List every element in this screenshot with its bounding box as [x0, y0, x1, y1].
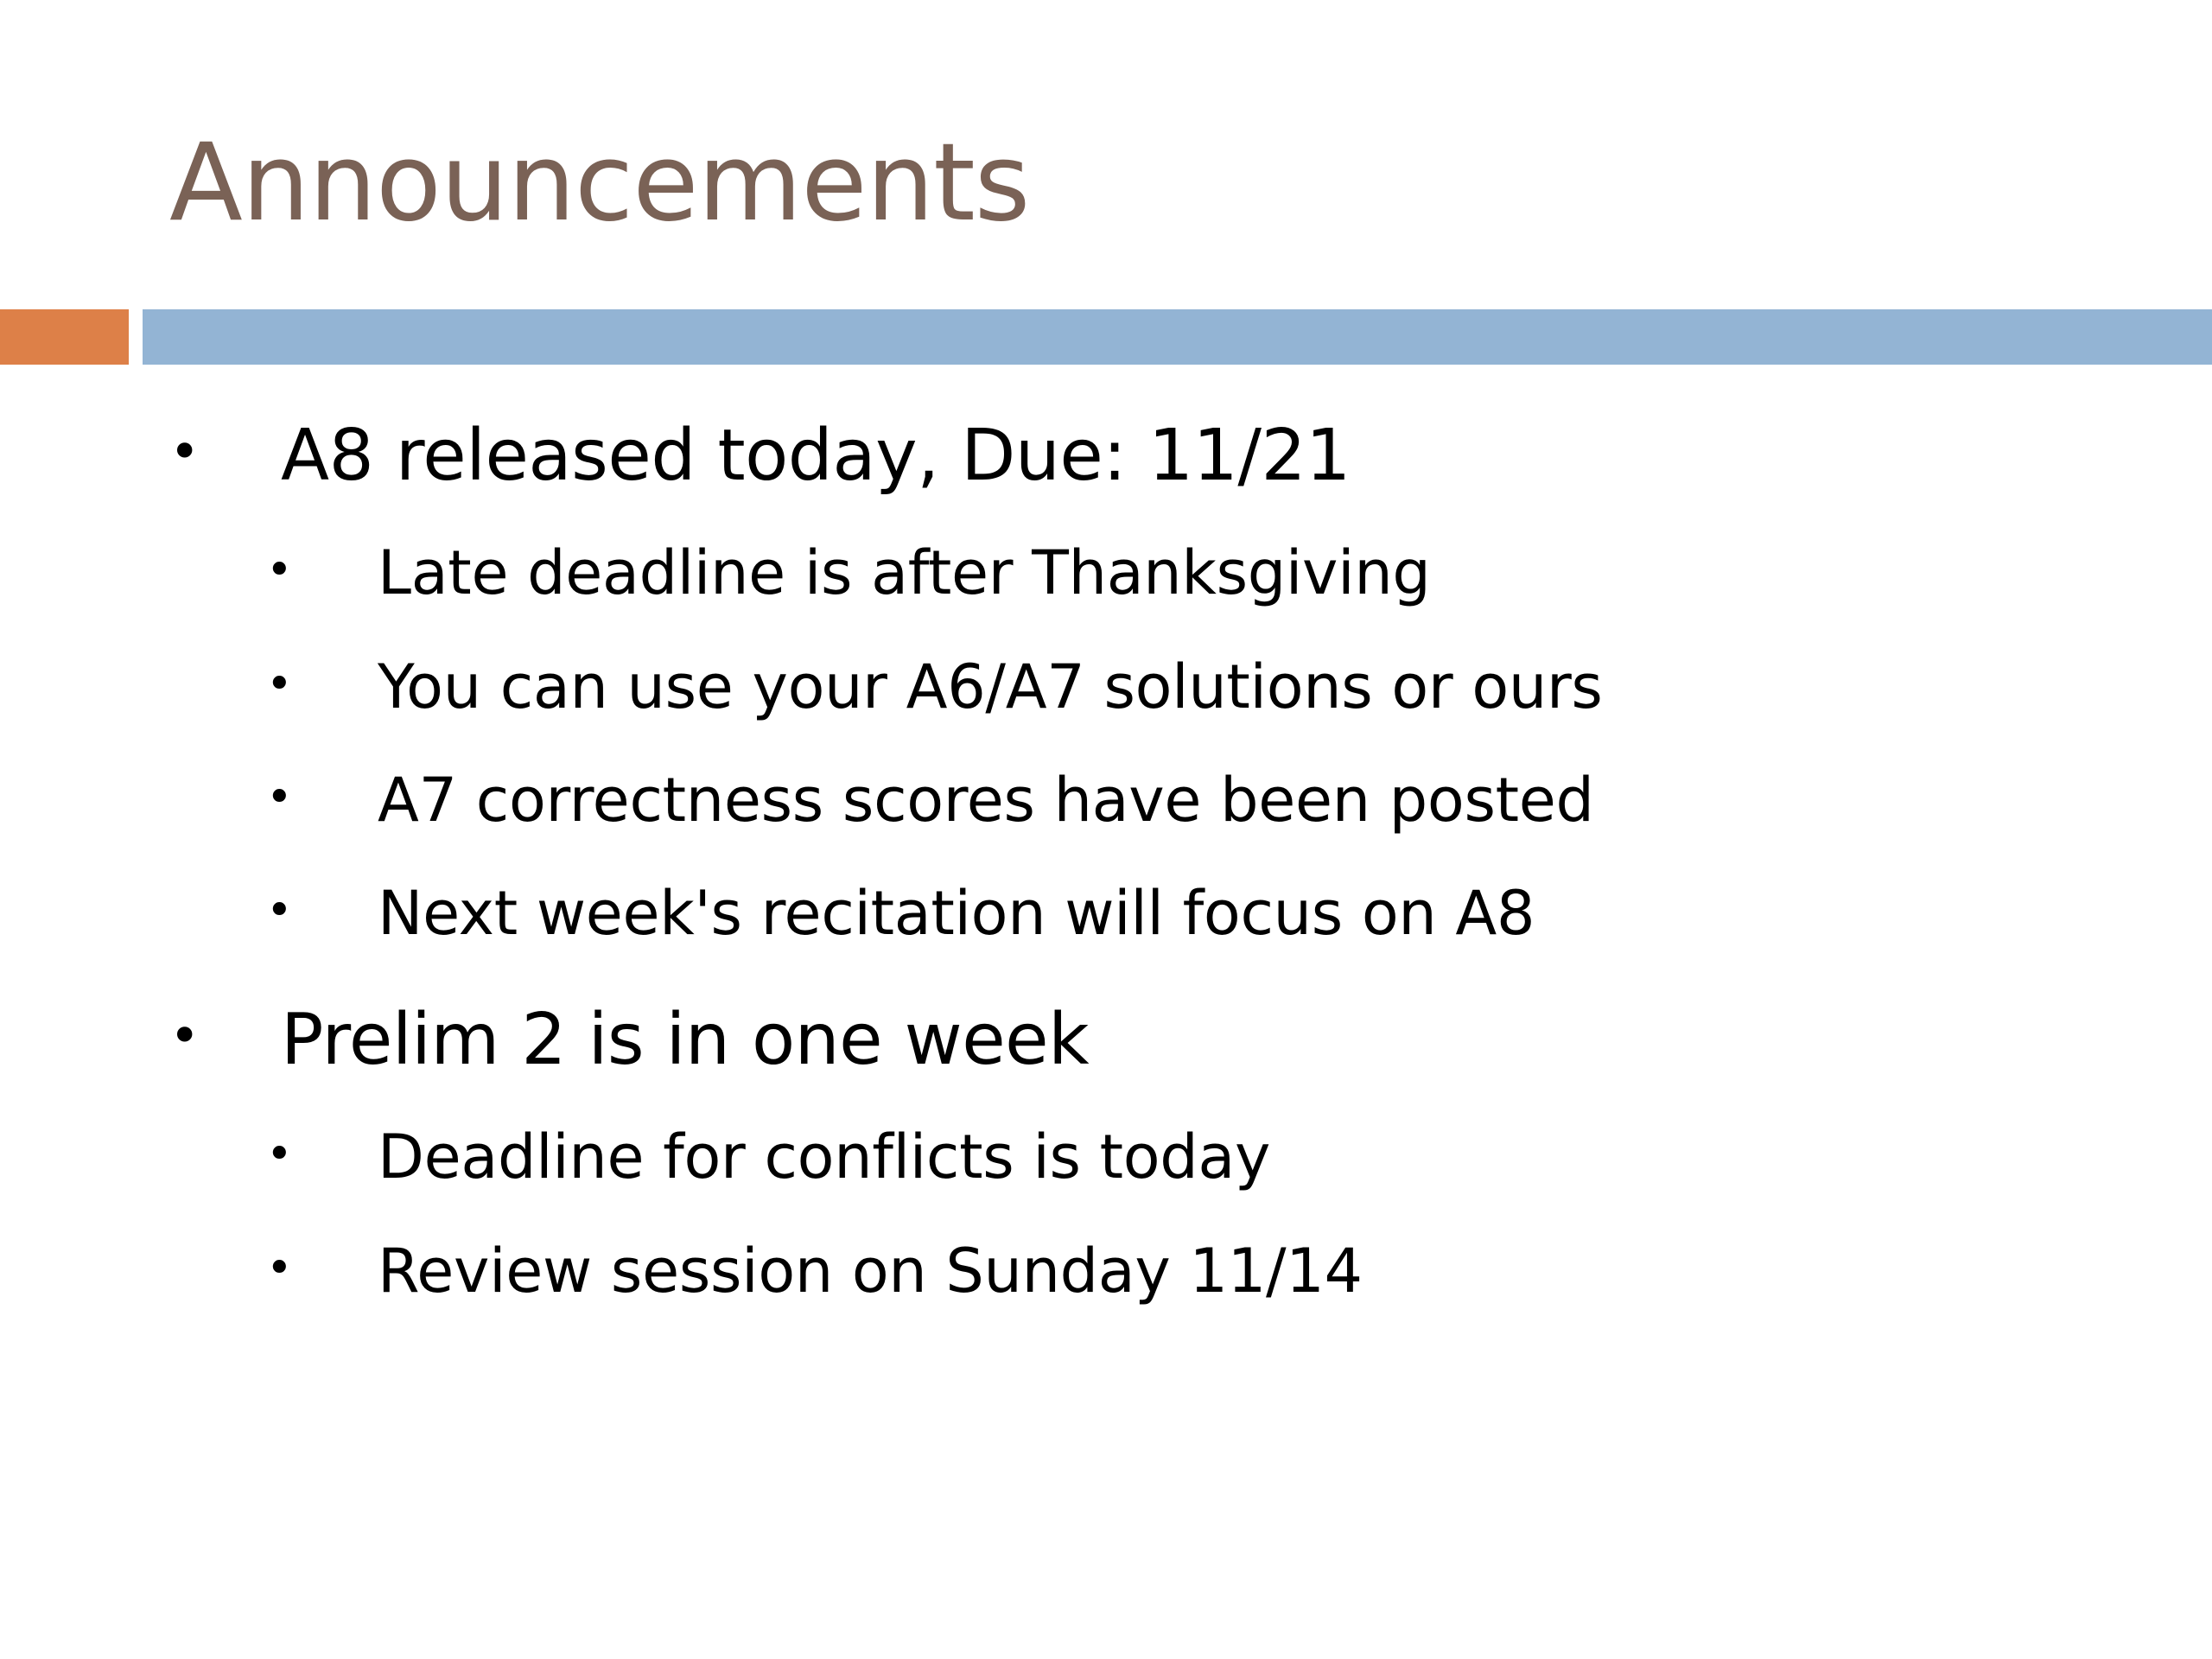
sub-bullet-text: You can use your A6/A7 solutions or ours: [378, 652, 1603, 722]
bullet-icon: •: [266, 1243, 293, 1294]
sub-bullet-text: Late deadline is after Thanksgiving: [378, 537, 1431, 608]
bullet-icon: •: [169, 1006, 200, 1066]
sub-bullet-text: A7 correctness scores have been posted: [378, 765, 1594, 836]
sub-bullet-text: Deadline for conflicts is today: [378, 1122, 1271, 1192]
sub-bullet-text: Review session on Sunday 11/14: [378, 1236, 1363, 1306]
bullet-icon: •: [266, 885, 293, 937]
bullet-icon: •: [169, 422, 200, 482]
bullet-icon: •: [266, 544, 293, 596]
bullet-icon: •: [266, 1128, 293, 1180]
bullet-text: Prelim 2 is in one week: [281, 999, 1090, 1081]
bullet-text: A8 released today, Due: 11/21: [281, 415, 1351, 497]
bullet-icon: •: [266, 772, 293, 823]
slide-title: Announcements: [169, 121, 1030, 245]
sub-bullet-text: Next week's recitation will focus on A8: [378, 878, 1535, 949]
bullet-icon: •: [266, 658, 293, 710]
